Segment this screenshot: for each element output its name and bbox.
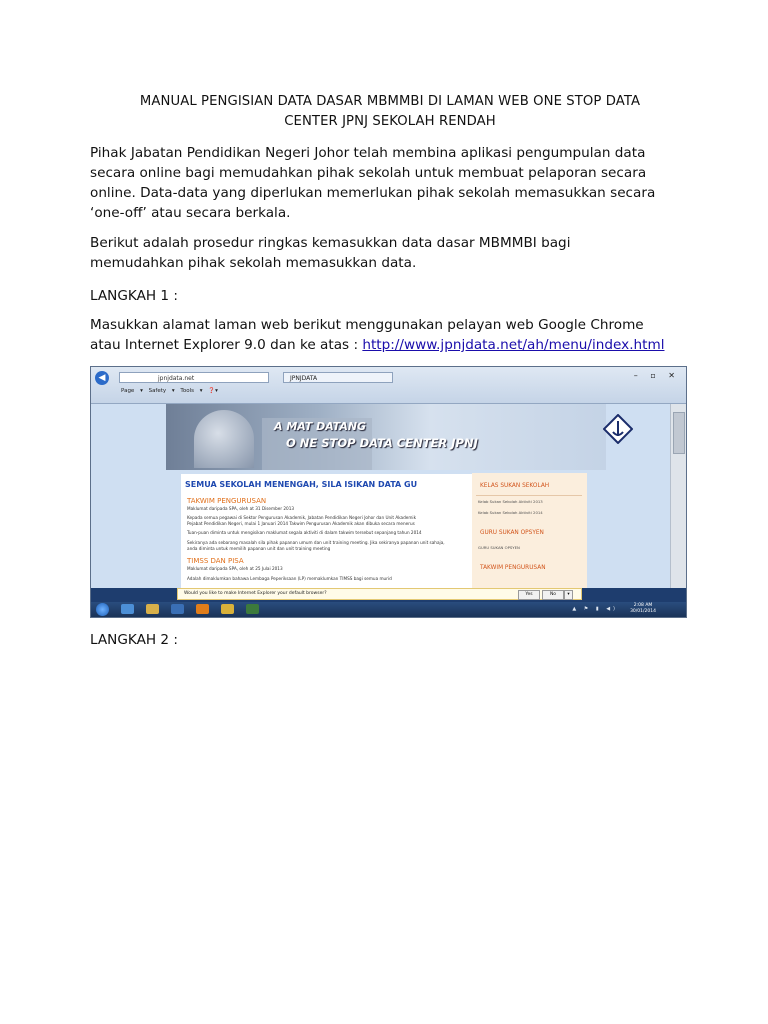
word-taskbar-icon[interactable] <box>196 604 209 614</box>
sidebar-item-takwim[interactable]: TAKWIM PENGURUSAN <box>480 565 546 571</box>
banner-welcome: A MAT DATANG <box>274 420 367 433</box>
right-sidebar <box>472 473 587 588</box>
step-1-line-2 <box>90 335 690 355</box>
procedure-paragraph <box>90 233 690 273</box>
media-taskbar-icon[interactable] <box>171 604 184 614</box>
scrollbar-thumb[interactable] <box>673 412 685 454</box>
step-1-line-1: Masukkan alamat laman web berikut menggunakan pelayan web Google Chrome <box>90 317 644 333</box>
options-dropdown-button[interactable]: ▾ <box>564 590 573 600</box>
sidebar-item-kelas-sukan[interactable]: KELAS SUKAN SEKOLAH <box>480 483 550 489</box>
default-browser-notification <box>177 588 582 600</box>
command-bar: Page ▾ Safety ▾ Tools ▾ ❓▾ <box>121 388 218 394</box>
section-takwim-text-3: Tuan-puan diminta untuk mengisikan maklumat segala aktiviti di dalam takwim tersebut sepanjang tahun 2014 <box>187 530 422 535</box>
sidebar-link-guru[interactable]: GURU SUKAN OPSYEN <box>478 545 520 550</box>
scrollbar[interactable] <box>670 404 686 588</box>
banner-title: O NE STOP DATA CENTER JPNJ <box>286 436 478 450</box>
section-takwim[interactable]: TAKWIM PENGURUSAN <box>187 497 267 505</box>
clock-time: 2:08 AM <box>633 603 653 608</box>
excel-taskbar-icon[interactable] <box>246 604 259 614</box>
address-bar: jpnjdata.net <box>119 372 269 383</box>
document-title <box>90 92 690 132</box>
step-1-paragraph <box>90 315 690 355</box>
system-tray: ▲ ⚑ ▮ ◀) <box>572 606 618 612</box>
divider <box>476 495 582 496</box>
title-line-2: CENTER JPNJ SEKOLAH RENDAH <box>284 114 496 129</box>
ie-toolbar <box>91 367 686 404</box>
procedure-line-2: memudahkan pihak sekolah memasukkan data. <box>90 255 417 271</box>
taskbar <box>91 602 686 617</box>
dome-graphic <box>194 410 254 468</box>
clock-date: 30/01/2014 <box>630 609 656 614</box>
section-takwim-date: Maklumat daripada SPA, oleh at 31 Disember 2013 <box>187 506 295 511</box>
site-banner <box>166 404 606 470</box>
step-2-heading: LANGKAH 2 : <box>90 632 178 648</box>
sidebar-link-2013[interactable]: Kelab Sukan Sekolah Aktiviti 2013 <box>478 499 543 504</box>
intro-line-3: online. Data-data yang diperlukan memerlukan pihak sekolah memasukkan secara <box>90 185 656 201</box>
web-page <box>91 404 671 588</box>
folder-taskbar-icon[interactable] <box>146 604 159 614</box>
title-line-1: MANUAL PENGISIAN DATA DASAR MBMMBI DI LAMAN WEB ONE STOP DATA <box>139 94 641 109</box>
intro-paragraph <box>90 143 690 223</box>
sidebar-link-2014[interactable]: Kelab Sukan Sekolah Aktiviti 2014 <box>478 510 543 515</box>
browser-screenshot <box>90 366 687 618</box>
intro-line-4: ‘one-off’ atau secara berkala. <box>90 205 291 221</box>
window-controls: – ▫ ✕ <box>633 371 680 380</box>
jpnjdata-link[interactable]: http://www.jpnjdata.net/ah/menu/index.html <box>362 337 665 353</box>
section-takwim-text-5: anda diminta untuk memilih papanan unit dan unit training meeting <box>187 546 331 551</box>
ie-taskbar-icon[interactable] <box>121 604 134 614</box>
content-heading: SEMUA SEKOLAH MENENGAH, SILA ISIKAN DATA GU <box>185 480 418 489</box>
section-timss-date: Maklumat daripada SPA, oleh at 25 Julai 2013 <box>187 566 283 571</box>
chrome-taskbar-icon[interactable] <box>221 604 234 614</box>
section-takwim-text-4: Sekiranya ada sebarang masalah sila pihak papanan umum dan unit training meeting. Jika sekiranya papanan unit sahaja, <box>187 540 445 545</box>
start-button[interactable] <box>96 603 109 616</box>
section-takwim-text-1: Kepada semua pegawai di Sektor Pengurusan Akademik, Jabatan Pendidikan Negeri Johor dan Unit Akademik <box>187 515 417 520</box>
section-timss[interactable]: TIMSS DAN PISA <box>187 557 244 565</box>
no-button[interactable]: No <box>542 590 564 600</box>
notification-text: Would you like to make Internet Explorer your default browser? <box>184 591 327 596</box>
yes-button[interactable]: Yes <box>518 590 540 600</box>
step-1-heading: LANGKAH 1 : <box>90 288 178 304</box>
sidebar-item-guru-sukan[interactable]: GURU SUKAN OPSYEN <box>480 530 544 536</box>
taskbar-clock <box>630 603 656 615</box>
step-1-line-2-text: atau Internet Explorer 9.0 dan ke atas : <box>90 337 363 353</box>
section-takwim-text-2: Pejabat Pendidikan Negeri, mulai 1 Januari 2014 Takwim Pengurusan Akademik akan dibuka secara menerus <box>187 521 415 526</box>
intro-line-2: secara online bagi memudahkan pihak sekolah untuk membuat pelaporan secara <box>90 165 647 181</box>
back-icon: ◀ <box>95 371 109 385</box>
browser-tab: JPNJDATA <box>283 372 393 383</box>
section-timss-text: Adalah dimaklumkan bahawa Lembaga Peperiksaan (LP) memaklumkan TIMSS bagi semua murid <box>187 576 392 581</box>
jpnj-emblem-icon <box>603 414 633 444</box>
intro-line-1: Pihak Jabatan Pendidikan Negeri Johor telah membina aplikasi pengumpulan data <box>90 145 646 161</box>
procedure-line-1: Berikut adalah prosedur ringkas kemasukkan data dasar MBMMBI bagi <box>90 235 571 251</box>
